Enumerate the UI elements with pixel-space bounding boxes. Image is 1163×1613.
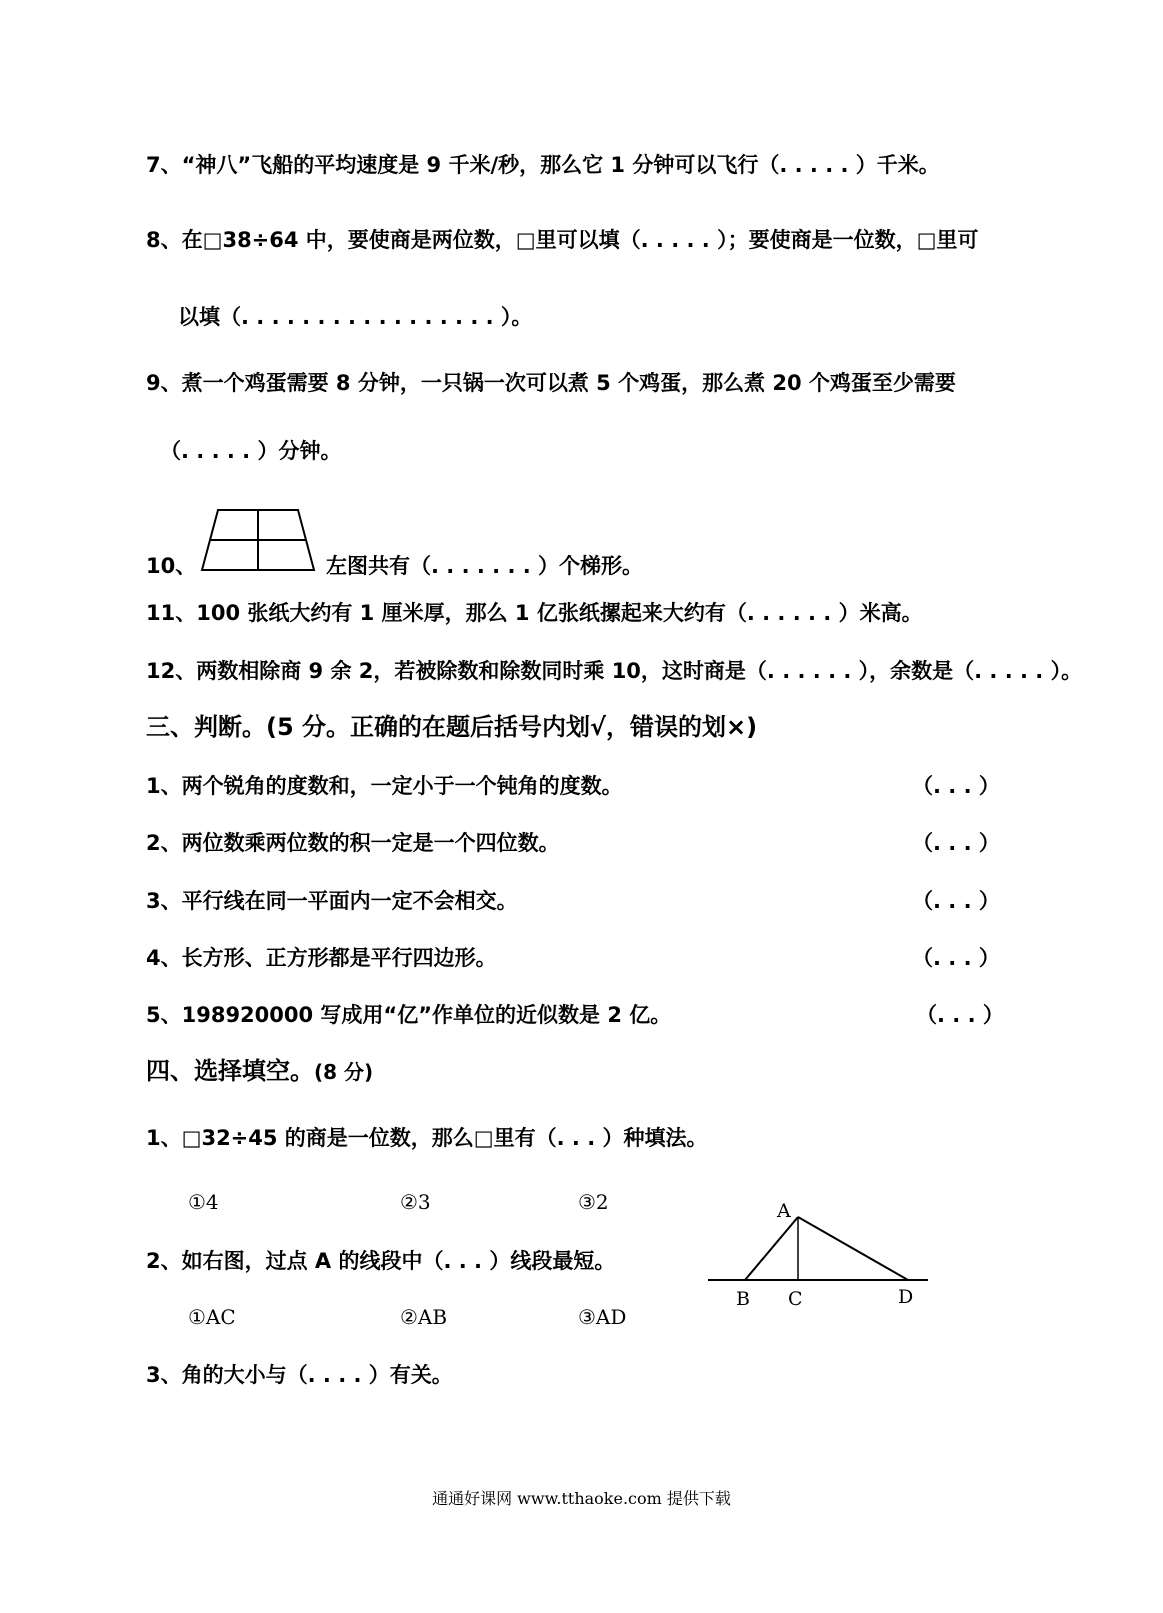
choice-1-option-1: ①4 xyxy=(188,1190,219,1214)
judge-item-5: 5、198920000 写成用“亿”作单位的近似数是 2 亿。 xyxy=(146,1003,672,1027)
judge-item-2-paren: （. . . ） xyxy=(912,831,1000,855)
question-9-line-2: （. . . . . ）分钟。 xyxy=(160,439,342,463)
segment-ab xyxy=(745,1217,798,1280)
question-12: 12、两数相除商 9 余 2，若被除数和除数同时乘 10，这时商是（. . . . . . ），余数是（. . . . . ）。 xyxy=(146,659,1083,683)
trapezoid-figure xyxy=(200,508,316,572)
judge-item-1: 1、两个锐角的度数和，一定小于一个钝角的度数。 xyxy=(146,774,623,798)
question-11: 11、100 张纸大约有 1 厘米厚，那么 1 亿张纸摞起来大约有（. . . . . . ）米高。 xyxy=(146,601,923,625)
label-d: D xyxy=(898,1286,914,1308)
question-8-line-1: 8、在□38÷64 中，要使商是两位数，□里可以填（. . . . . ）；要使商是一位数，□里可 xyxy=(146,228,979,252)
choice-1-option-2: ②3 xyxy=(400,1190,431,1214)
page-footer: 通通好课网 www.tthaoke.com 提供下载 xyxy=(432,1489,731,1508)
label-c: C xyxy=(788,1288,803,1310)
judge-item-4: 4、长方形、正方形都是平行四边形。 xyxy=(146,946,497,970)
question-10-number: 10、 xyxy=(146,554,197,578)
section-3-title: 三、判断。(5 分。正确的在题后括号内划√，错误的划×) xyxy=(146,713,758,741)
choice-question-2: 2、如右图，过点 A 的线段中（. . . ）线段最短。 xyxy=(146,1249,616,1273)
choice-2-option-2: ②AB xyxy=(400,1305,448,1329)
judge-item-4-paren: （. . . ） xyxy=(912,946,1000,970)
label-b: B xyxy=(736,1288,750,1310)
choice-2-option-1: ①AC xyxy=(188,1305,236,1329)
triangle-figure xyxy=(700,1195,932,1315)
section-4-title-text: 四、选择填空。 xyxy=(146,1057,314,1085)
section-4-title xyxy=(146,1056,373,1087)
question-7: 7、“神八”飞船的平均速度是 9 千米/秒，那么它 1 分钟可以飞行（. . . . . ）千米。 xyxy=(146,153,940,177)
choice-2-option-3: ③AD xyxy=(578,1305,627,1329)
label-a: A xyxy=(777,1200,791,1222)
section-4-score: (8 分) xyxy=(314,1060,374,1084)
judge-item-3-paren: （. . . ） xyxy=(912,889,1000,913)
choice-question-1: 1、□32÷45 的商是一位数，那么□里有（. . . ）种填法。 xyxy=(146,1126,708,1150)
choice-question-3: 3、角的大小与（. . . . ）有关。 xyxy=(146,1363,453,1387)
question-10: 左图共有（. . . . . . . ）个梯形。 xyxy=(326,554,644,578)
question-8-line-2: 以填（. . . . . . . . . . . . . . . . . ）。 xyxy=(178,305,533,329)
judge-item-3: 3、平行线在同一平面内一定不会相交。 xyxy=(146,889,518,913)
judge-item-2: 2、两位数乘两位数的积一定是一个四位数。 xyxy=(146,831,560,855)
judge-item-1-paren: （. . . ） xyxy=(912,774,1000,798)
question-9-line-1: 9、煮一个鸡蛋需要 8 分钟，一只锅一次可以煮 5 个鸡蛋，那么煮 20 个鸡蛋至少需要 xyxy=(146,371,956,395)
segment-ad xyxy=(798,1217,908,1280)
choice-1-option-3: ③2 xyxy=(578,1190,609,1214)
judge-item-5-paren: （. . . ） xyxy=(916,1003,1004,1027)
